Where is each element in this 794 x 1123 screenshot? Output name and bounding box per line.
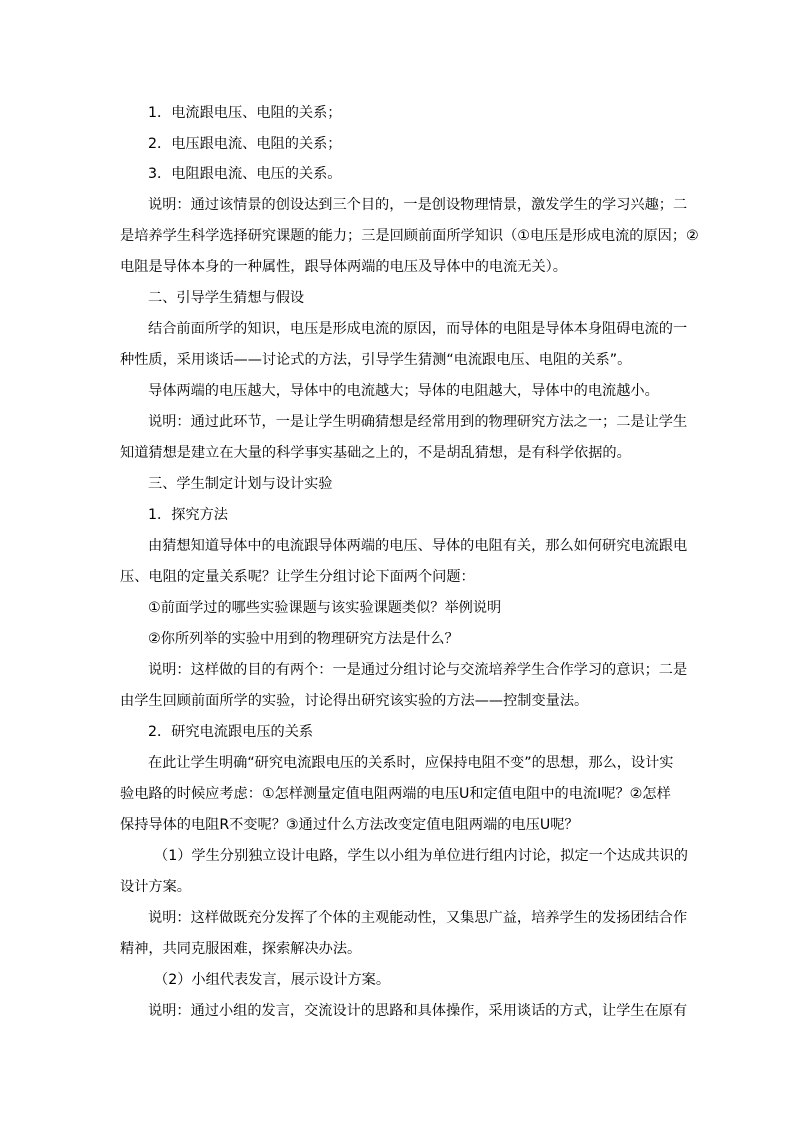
paragraph-line: （2）小组代表发言，展示设计方案。 — [154, 972, 391, 988]
paragraph-line: 设计方案。 — [120, 879, 191, 895]
paragraph-line: 结合前面所学的知识，电压是形成电流的原因，而导体的电阻是导体本身阻碍电流的一 — [148, 321, 688, 337]
section-heading: 三、学生制定计划与设计实验 — [148, 476, 333, 492]
paragraph-line: 说明：通过该情景的创设达到三个目的，一是创设物理情景，激发学生的学习兴趣；二 — [148, 197, 688, 213]
paragraph-line: 说明：这样做既充分发挥了个体的主观能动性，又集思广益，培养学生的发扬团结合作 — [148, 910, 688, 926]
paragraph-line: 说明：通过此环节，一是让学生明确猜想是经常用到的物理研究方法之一；二是让学生 — [148, 414, 688, 430]
paragraph-line: 保持导体的电阻R不变呢？③通过什么方法改变定值电阻两端的电压U呢？ — [120, 817, 579, 833]
paragraph-line: 知道猜想是建立在大量的科学事实基础之上的，不是胡乱猜想，是有科学依据的。 — [120, 445, 631, 461]
list-item: ②你所列举的实验中用到的物理研究方法是什么？ — [148, 631, 459, 647]
paragraph-line: 由猜想知道导体中的电流跟导体两端的电压、导体的电阻有关，那么如何研究电流跟电 — [148, 538, 688, 554]
paragraph-line: 是培养学生科学选择研究课题的能力；三是回顾前面所学知识（①电压是形成电流的原因；② — [120, 228, 699, 244]
paragraph-line: 压、电阻的定量关系呢？让学生分组讨论下面两个问题： — [120, 569, 475, 585]
paragraph-line: （1）学生分别独立设计电路，学生以小组为单位进行组内讨论，拟定一个达成共识的 — [154, 848, 688, 864]
subsection-heading: 1．探究方法 — [148, 507, 228, 523]
paragraph-line: 说明：通过小组的发言，交流设计的思路和具体操作，采用谈话的方式，让学生在原有 — [148, 1003, 688, 1019]
paragraph-line: 在此让学生明确“研究电流跟电压的关系时，应保持电阻不变”的思想，那么，设计实 — [148, 755, 674, 771]
list-item: 3．电阻跟电流、电压的关系。 — [148, 166, 342, 182]
list-item: 2．电压跟电流、电阻的关系； — [148, 136, 342, 152]
paragraph-line: 精神，共同克服困难，探索解决办法。 — [120, 941, 362, 957]
paragraph-line: 电阻是导体本身的一种属性，跟导体两端的电压及导体中的电流无关）。 — [120, 259, 567, 275]
list-item: 1．电流跟电压、电阻的关系； — [148, 105, 342, 121]
paragraph-line: 导体两端的电压越大，导体中的电流越大；导体的电阻越大，导体中的电流越小。 — [148, 383, 659, 399]
section-heading: 二、引导学生猜想与假设 — [148, 290, 305, 306]
paragraph-line: 验电路的时候应考虑：①怎样测量定值电阻两端的电压U和定值电阻中的电流I呢？②怎样 — [120, 786, 671, 802]
paragraph-line: 由学生回顾前面所学的实验，讨论得出研究该实验的方法——控制变量法。 — [120, 693, 589, 709]
paragraph-line: 种性质，采用谈话——讨论式的方法，引导学生猜测“电流跟电压、电阻的关系”。 — [120, 352, 632, 368]
subsection-heading: 2．研究电流跟电压的关系 — [148, 724, 314, 740]
paragraph-line: 说明：这样做的目的有两个：一是通过分组讨论与交流培养学生合作学习的意识；二是 — [148, 662, 688, 678]
list-item: ①前面学过的哪些实验课题与该实验课题类似？举例说明 — [148, 600, 502, 616]
